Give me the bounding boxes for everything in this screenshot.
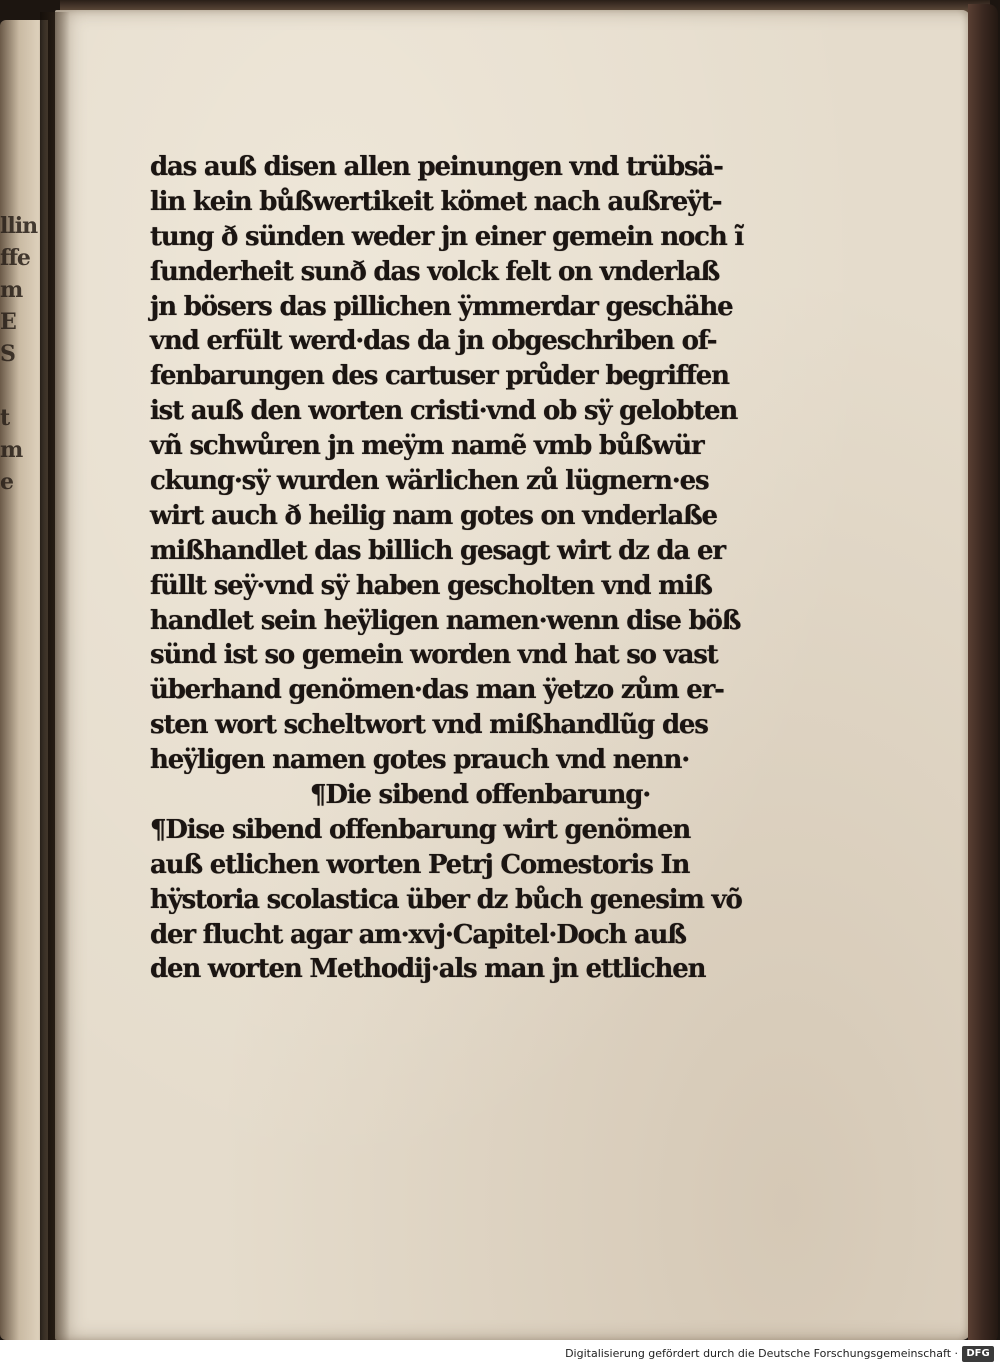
text-line: heÿligen namen gotes prauch vnd nenn· bbox=[150, 745, 690, 776]
text-line: der flucht agar am·xvj·Capitel·Doch auß bbox=[150, 919, 686, 950]
text-line: füllt seÿ·vnd sÿ haben gescholten vnd miß bbox=[150, 570, 712, 601]
text-line: jn bösers das pillichen ÿmmerdar geschähe bbox=[150, 291, 733, 322]
text-line: lin kein bůßwertikeit kömet nach außreÿt- bbox=[150, 186, 722, 217]
left-page-fragments bbox=[0, 210, 38, 498]
text-line: sten wort scheltwort vnd mißhandlũg des bbox=[150, 710, 708, 741]
dfg-logo: DFG bbox=[962, 1346, 994, 1362]
left-page-fragment: S bbox=[0, 341, 15, 367]
book-cover-edge bbox=[968, 4, 998, 1344]
section-heading: ¶Die sibend offenbarung· bbox=[310, 780, 651, 811]
text-line: ſunderheit sunð das volck felt on vnderlaß bbox=[150, 256, 720, 287]
left-page-fragment: E bbox=[0, 309, 16, 335]
footer-credit: Digitalisierung gefördert durch die Deutsche Forschungsgemeinschaft · bbox=[565, 1347, 958, 1360]
text-line: ¶Dise sibend offenbarung wirt genömen bbox=[150, 814, 691, 845]
left-page-fragment: e bbox=[0, 469, 13, 495]
text-line: hÿstoria scolastica über dz bůch genesim võ bbox=[150, 884, 742, 915]
text-line: vñ schwůren jn meÿm namẽ vmb bůßwür bbox=[150, 431, 704, 462]
left-page-fragment: m bbox=[0, 277, 23, 303]
left-page-fragment: t bbox=[0, 405, 10, 431]
text-line: wirt auch ð heilig nam gotes on vnderlaße bbox=[150, 500, 717, 531]
left-page-fragment: llin bbox=[0, 213, 38, 239]
text-line: den worten Methodij·als man jn ettlichen bbox=[150, 954, 706, 985]
text-line: vnd erfült werd·das da jn obgeschriben of- bbox=[150, 326, 717, 357]
text-line: ist auß den worten cristi·vnd ob sÿ gelobten bbox=[150, 396, 738, 427]
text-line: handlet sein heÿligen namen·wenn dise böß bbox=[150, 605, 741, 636]
text-line: sünd ist so gemein worden vnd hat so vast bbox=[150, 640, 718, 671]
digitization-footer bbox=[0, 1340, 1000, 1368]
left-page-fragment: m bbox=[0, 437, 23, 463]
text-line: fenbarungen des cartuser průder begriffen bbox=[150, 361, 729, 392]
left-page-fragment: ffe bbox=[0, 245, 30, 271]
page-text-block bbox=[150, 150, 790, 987]
text-line: mißhandlet das billich gesagt wirt dz da er bbox=[150, 535, 725, 566]
spine-shadow bbox=[40, 12, 70, 1347]
text-line: überhand genömen·das man ÿetzo zům er- bbox=[150, 675, 724, 706]
text-line: tung ð sünden weder jn einer gemein noch ĩ bbox=[150, 221, 744, 252]
text-line: das auß disen allen peinungen vnd trübsä- bbox=[150, 152, 723, 182]
text-line: auß etlichen worten Petrj Comestoris In bbox=[150, 849, 690, 880]
text-line: ckung·sÿ wurden wärlichen zů lügnern·es bbox=[150, 466, 709, 497]
left-page-fragment bbox=[0, 370, 28, 402]
